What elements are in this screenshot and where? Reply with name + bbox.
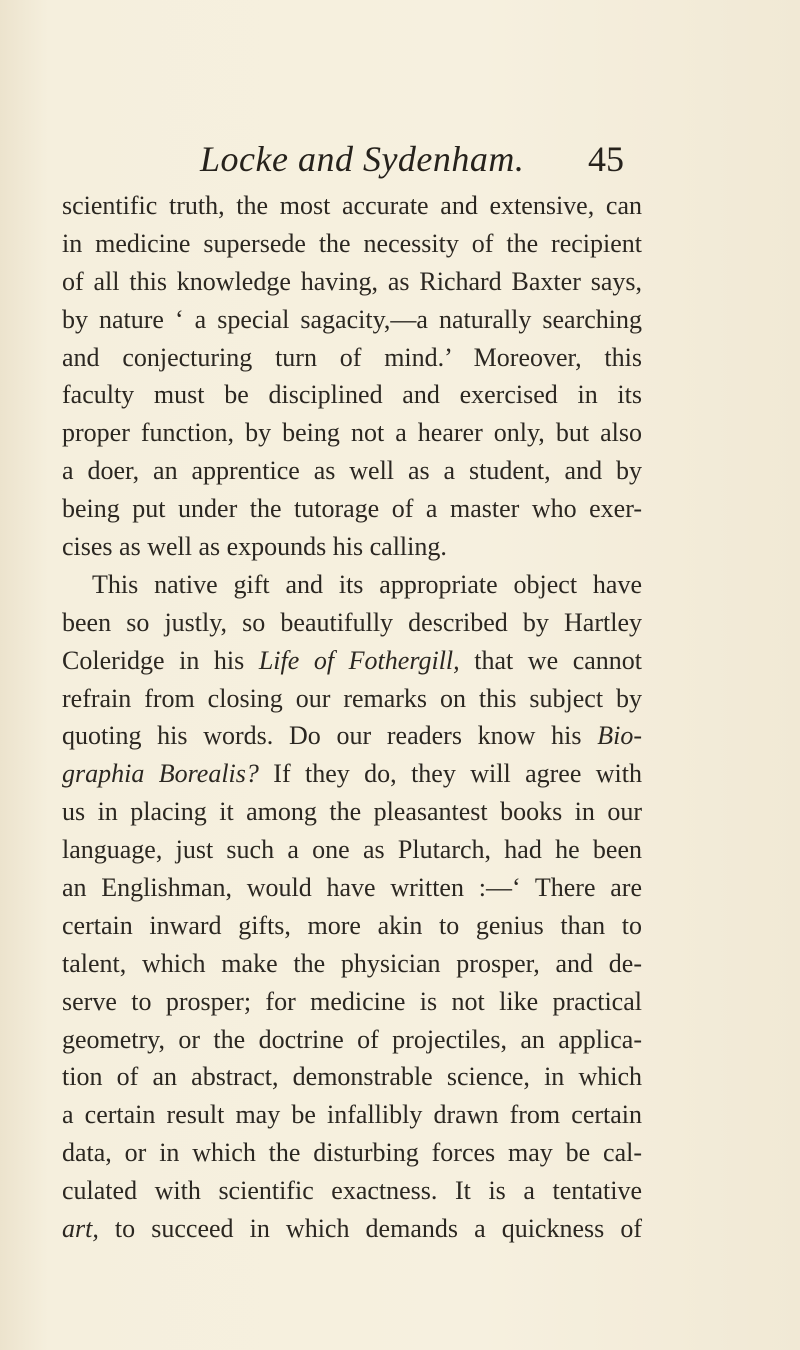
- text-line: being put under the tutorage of a master who exer-: [62, 494, 642, 524]
- italic-title: Life of Fothergill,: [258, 645, 460, 675]
- text-line: scientific truth, the most accurate and extensive, can: [62, 191, 642, 220]
- text-line: Coleridge in his Life of Fothergill, that we cannot: [62, 645, 643, 675]
- italic-title: Bio-: [597, 721, 642, 751]
- text-line: of all this knowledge having, as Richard Baxter says,: [62, 266, 642, 296]
- text-line: in medicine supersede the necessity of the recipient: [62, 228, 642, 258]
- page-header: [0, 136, 800, 186]
- text-line: geometry, or the doctrine of projectiles, an applica-: [62, 1024, 642, 1054]
- text-line: certain inward gifts, more akin to genius than to: [62, 910, 642, 940]
- text-line: data, or in which the disturbing forces may be cal-: [62, 1138, 642, 1168]
- running-title: Locke and Sydenham.: [200, 139, 525, 179]
- text-line: been so justly, so beautifully described by Hartley: [62, 607, 642, 637]
- body-text: [62, 187, 642, 1248]
- text-line: refrain from closing our remarks on this subject by: [62, 683, 642, 713]
- paragraph-start-line: This native gift and its appropriate object have: [92, 569, 642, 599]
- text-line: tion of an abstract, demonstrable science, in which: [62, 1062, 642, 1092]
- text-line: a certain result may be infallibly drawn from certain: [62, 1100, 642, 1130]
- text-line: a doer, an apprentice as well as a student, and by: [62, 456, 642, 486]
- text-line: graphia Borealis? If they do, they will agree with: [62, 759, 642, 789]
- text-line: us in placing it among the pleasantest books in our: [62, 797, 642, 827]
- text-line: by nature ‘ a special sagacity,—a naturally searching: [62, 304, 642, 334]
- text-line: quoting his words. Do our readers know his Bio-: [62, 721, 642, 751]
- italic-title: graphia Borealis?: [62, 759, 259, 789]
- text-line: art, to succeed in which demands a quickness of: [62, 1214, 642, 1244]
- page-number: 45: [588, 139, 624, 179]
- text-line: language, just such a one as Plutarch, had he been: [62, 835, 642, 865]
- text-line: and conjecturing turn of mind.’ Moreover, this: [62, 342, 642, 372]
- text-line: culated with scientific exactness. It is a tentative: [62, 1176, 642, 1206]
- text-line: faculty must be disciplined and exercised in its: [62, 380, 642, 410]
- italic-word: art,: [62, 1214, 99, 1244]
- text-line: proper function, by being not a hearer only, but also: [62, 418, 642, 448]
- text-line: talent, which make the physician prosper, and de-: [62, 948, 642, 978]
- text-line: cises as well as expounds his calling.: [62, 532, 447, 562]
- text-line: serve to prosper; for medicine is not like practical: [62, 986, 642, 1016]
- text-line: an Englishman, would have written :—‘ There are: [62, 873, 642, 903]
